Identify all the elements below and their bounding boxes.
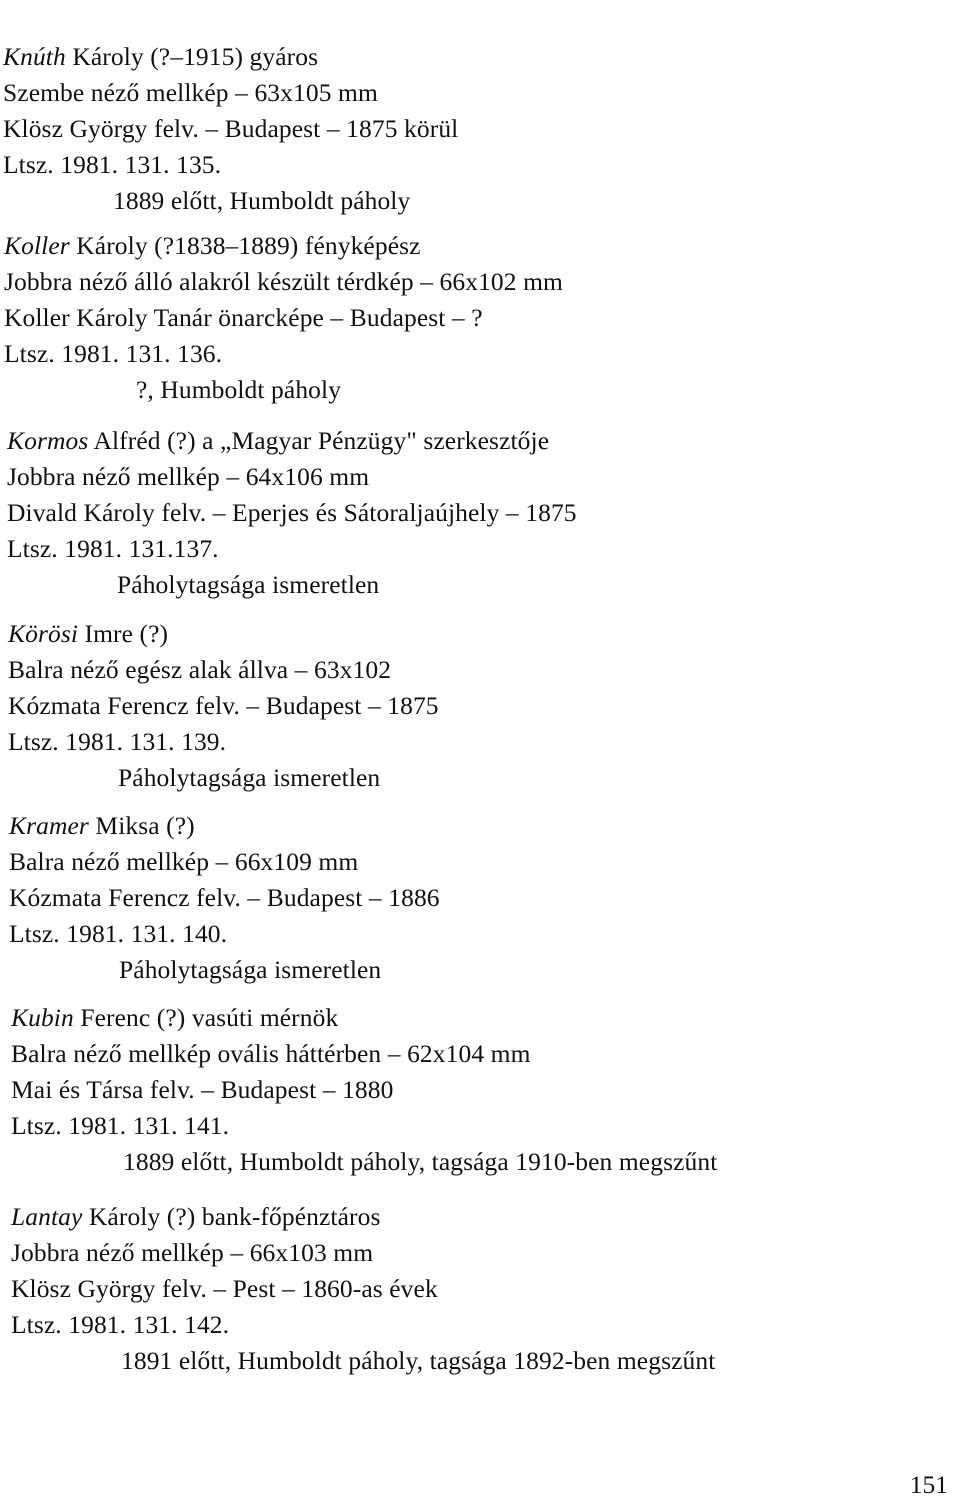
entry-inventory-number: Ltsz. 1981. 131. 140.: [9, 919, 228, 948]
entry-lodge-membership: ?, Humboldt páholy: [136, 375, 342, 404]
entry-lodge-membership: Páholytagsága ismeretlen: [118, 763, 381, 792]
entry-inventory-number: Ltsz. 1981. 131. 141.: [11, 1111, 230, 1140]
entry-inventory-number: Ltsz. 1981. 131. 139.: [8, 727, 227, 756]
entry-lodge-membership: 1889 előtt, Humboldt páholy, tagsága 1910-ben megszűnt: [123, 1147, 718, 1176]
entry-knuth: [3, 39, 943, 219]
entry-inventory-number: Ltsz. 1981. 131. 136.: [4, 339, 223, 368]
entry-lodge-membership: 1889 előtt, Humboldt páholy: [113, 186, 411, 215]
entry-description: Balra néző mellkép ovális háttérben – 62x104 mm: [11, 1039, 531, 1068]
entry-description: Balra néző mellkép – 66x109 mm: [9, 847, 359, 876]
entry-inventory-number: Ltsz. 1981. 131. 135.: [3, 150, 222, 179]
entry-description: Jobbra néző mellkép – 64x106 mm: [7, 462, 370, 491]
entry-header-rest: Károly (?) bank-főpénztáros: [82, 1202, 381, 1231]
entry-header-rest: Alfréd (?) a „Magyar Pénzügy" szerkesztője: [88, 426, 550, 455]
entry-surname: Kubin: [11, 1003, 74, 1032]
entry-kubin: [11, 1000, 951, 1180]
entry-photographer: Mai és Társa felv. – Budapest – 1880: [11, 1075, 394, 1104]
entry-description: Jobbra néző álló alakról készült térdkép – 66x102 mm: [4, 267, 563, 296]
entry-header-rest: Ferenc (?) vasúti mérnök: [73, 1003, 339, 1032]
entry-photographer: Divald Károly felv. – Eperjes és Sátoraljaújhely – 1875: [7, 498, 577, 527]
entry-surname: Kramer: [9, 811, 89, 840]
entry-header: [4, 228, 944, 264]
entry-lodge-membership: Páholytagsága ismeretlen: [117, 570, 380, 599]
entry-description: Jobbra néző mellkép – 66x103 mm: [11, 1238, 374, 1267]
page-number: 151: [909, 1470, 948, 1499]
entry-header-rest: Károly (?–1915) gyáros: [65, 42, 319, 71]
entry-header-rest: Károly (?1838–1889) fényképész: [69, 231, 421, 260]
entry-surname: Körösi: [8, 619, 79, 648]
entry-lodge-membership: 1891 előtt, Humboldt páholy, tagsága 1892-ben megszűnt: [121, 1346, 716, 1375]
entry-surname: Knúth: [3, 42, 66, 71]
entry-header: [8, 616, 948, 652]
entry-kormos: [7, 423, 947, 603]
entry-description: Balra néző egész alak állva – 63x102: [8, 655, 392, 684]
entry-header-rest: Imre (?): [78, 619, 169, 648]
entry-surname: Kormos: [7, 426, 89, 455]
entry-korosi: [8, 616, 948, 796]
entry-description: Szembe néző mellkép – 63x105 mm: [3, 78, 378, 107]
entry-photographer: Kózmata Ferencz felv. – Budapest – 1886: [9, 883, 440, 912]
entry-header-rest: Miksa (?): [88, 811, 195, 840]
entry-photographer: Klösz György felv. – Pest – 1860-as évek: [11, 1274, 438, 1303]
entry-photographer: Klösz György felv. – Budapest – 1875 körül: [3, 114, 459, 143]
entry-header: [9, 808, 949, 844]
entry-header: [7, 423, 947, 459]
entry-photographer: Kózmata Ferencz felv. – Budapest – 1875: [8, 691, 439, 720]
entry-surname: Lantay: [11, 1202, 83, 1231]
entry-header: [11, 1000, 951, 1036]
entry-lantay: [11, 1199, 951, 1379]
entry-lodge-membership: Páholytagsága ismeretlen: [119, 955, 382, 984]
entry-inventory-number: Ltsz. 1981. 131. 142.: [11, 1310, 230, 1339]
entry-photographer: Koller Károly Tanár önarcképe – Budapest – ?: [4, 303, 483, 332]
entry-inventory-number: Ltsz. 1981. 131.137.: [7, 534, 219, 563]
entry-surname: Koller: [4, 231, 70, 260]
entry-header: [3, 39, 943, 75]
entry-kramer: [9, 808, 949, 988]
entry-koller: [4, 228, 944, 408]
entry-header: [11, 1199, 951, 1235]
